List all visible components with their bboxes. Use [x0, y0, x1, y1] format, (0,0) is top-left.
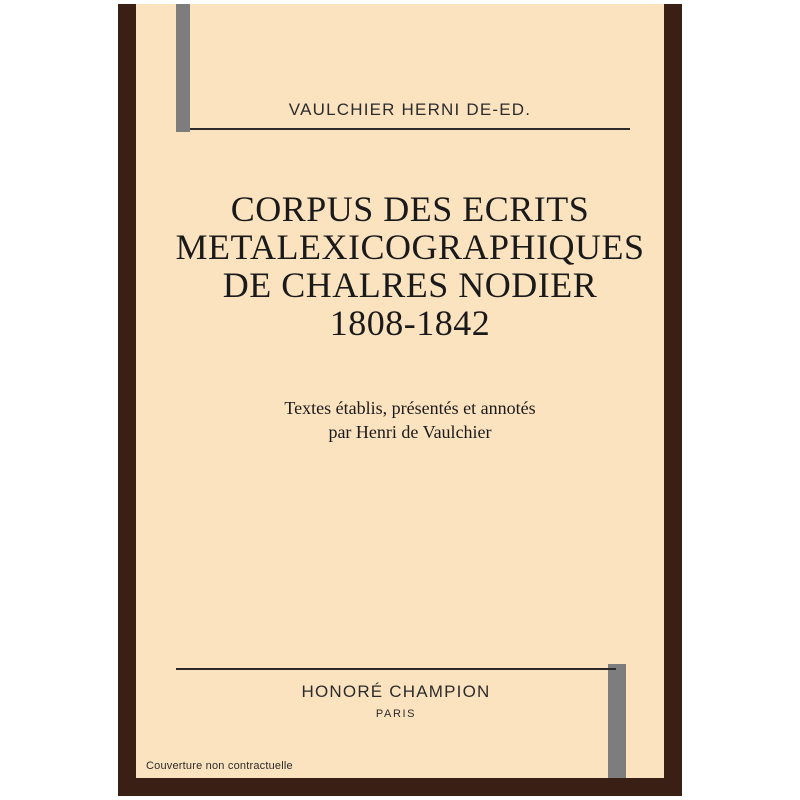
book-subtitle — [180, 396, 640, 444]
cover-notice: Couverture non contractuelle — [146, 760, 293, 772]
title-line-2: METALEXICOGRAPHIQUES — [175, 227, 645, 267]
spine-accent-bar — [176, 4, 190, 132]
book-title — [160, 190, 660, 342]
title-line-3: DE CHALRES NODIER — [222, 265, 598, 305]
publisher-name: HONORÉ CHAMPION — [301, 682, 491, 701]
publisher-city: PARIS — [375, 708, 417, 720]
editor-line: VAULCHIER HERNI DE-ED. — [288, 100, 532, 119]
top-divider — [190, 128, 630, 130]
subtitle-line-1: Textes établis, présentés et annotés — [284, 398, 536, 418]
bottom-divider — [176, 668, 616, 670]
title-line-4: 1808-1842 — [329, 303, 491, 343]
subtitle-line-2: par Henri de Vaulchier — [328, 422, 492, 442]
title-line-1: CORPUS DES ECRITS — [230, 189, 590, 229]
cover-page — [136, 4, 664, 778]
